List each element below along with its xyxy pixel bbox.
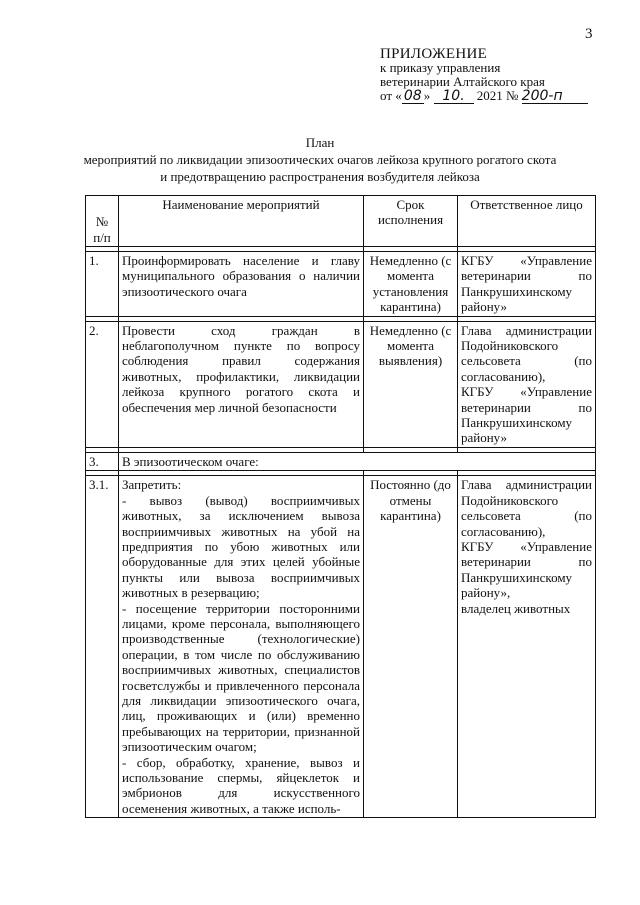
page-number: 3 xyxy=(585,26,593,42)
header-responsible: Ответственное лицо xyxy=(458,196,596,247)
row-term: Постоянно (до отмены карантина) xyxy=(364,476,458,818)
annex-line-2: ветеринарии Алтайского края xyxy=(380,74,545,89)
row-num: 1. xyxy=(86,252,119,317)
plan-title: План xyxy=(305,135,335,150)
row-responsible: КГБУ «Управление ветеринарии по Панкрушихинскому району» xyxy=(458,252,596,317)
row-term: Немедленно (с момента выявления) xyxy=(364,321,458,447)
row-name: Проинформировать население и главу муниципального образования о наличии эпизоотического очага xyxy=(119,252,364,317)
annex-block xyxy=(380,47,588,104)
date-month-sep: » xyxy=(423,88,431,103)
plan-subtitle-2: и предотвращению распространения возбудителя лейкоза xyxy=(160,169,480,184)
table-row xyxy=(86,452,596,470)
annex-date-line xyxy=(380,89,588,104)
row-responsible: Глава администрации Подойниковского сельсовета (по согласованию), КГБУ «Управление ветеринарии по Панкрушихинскому району» xyxy=(458,321,596,447)
table-row xyxy=(86,252,596,317)
table-row xyxy=(86,476,596,818)
plan-heading xyxy=(0,134,640,185)
row-responsible: Глава администрации Подойниковского сельсовета (по согласованию), КГБУ «Управление ветеринарии по Панкрушихинскому району», владелец животных xyxy=(458,476,596,818)
header-num: № п/п xyxy=(86,196,119,247)
header-name: Наименование мероприятий xyxy=(119,196,364,247)
row-name: Провести сход граждан в неблагополучном пункте по вопросу соблюдения правил содержания животных, профилактики, ликвидации лейкоза крупного рогатого скота и обеспечения мер личной безопасности xyxy=(119,321,364,447)
handwritten-month: 10. xyxy=(434,89,474,104)
annex-title: ПРИЛОЖЕНИЕ xyxy=(380,46,488,62)
row-num: 2. xyxy=(86,321,119,447)
row-name: В эпизоотическом очаге: xyxy=(119,452,596,470)
row-num: 3. xyxy=(86,452,119,470)
row-num: 3.1. xyxy=(86,476,119,818)
table-header-row xyxy=(86,196,596,247)
handwritten-order-number: 200-п xyxy=(522,89,588,104)
plan-subtitle-1: мероприятий по ликвидации эпизоотических очагов лейкоза крупного рогатого скота xyxy=(83,152,557,167)
annex-line-1: к приказу управления xyxy=(380,60,501,75)
row-name: Запретить: - вывоз (вывод) восприимчивых животных, за исключением вывоза восприимчивых животных на убой на предприятия по убою животных или оборудованные для этих целей убойные пункты или вывоза восприимчивых животных в резервацию; - посещение территории посторонними лицами, кроме персонала, выполняющего производственные (технологические) операции, в том числе по обслуживанию восприимчивых животных, специалистов госветслужбы и привлеченного персонала для ликвидации эпизоотического очага, лиц, проживающих и (или) временно пребывающих на территории, признанной эпизоотическим очагом; - сбор, обработку, хранение, вывоз и использование спермы, яйцеклеток и эмбрионов для искусственного осеменения животных, а также исполь- xyxy=(119,476,364,818)
handwritten-day: 08 xyxy=(402,89,424,104)
header-term: Срок исполнения xyxy=(364,196,458,247)
date-prefix: от « xyxy=(380,88,402,103)
date-year: 2021 № xyxy=(476,88,519,103)
measures-table xyxy=(85,195,596,818)
row-term: Немедленно (с момента установления карантина) xyxy=(364,252,458,317)
table-row xyxy=(86,321,596,447)
